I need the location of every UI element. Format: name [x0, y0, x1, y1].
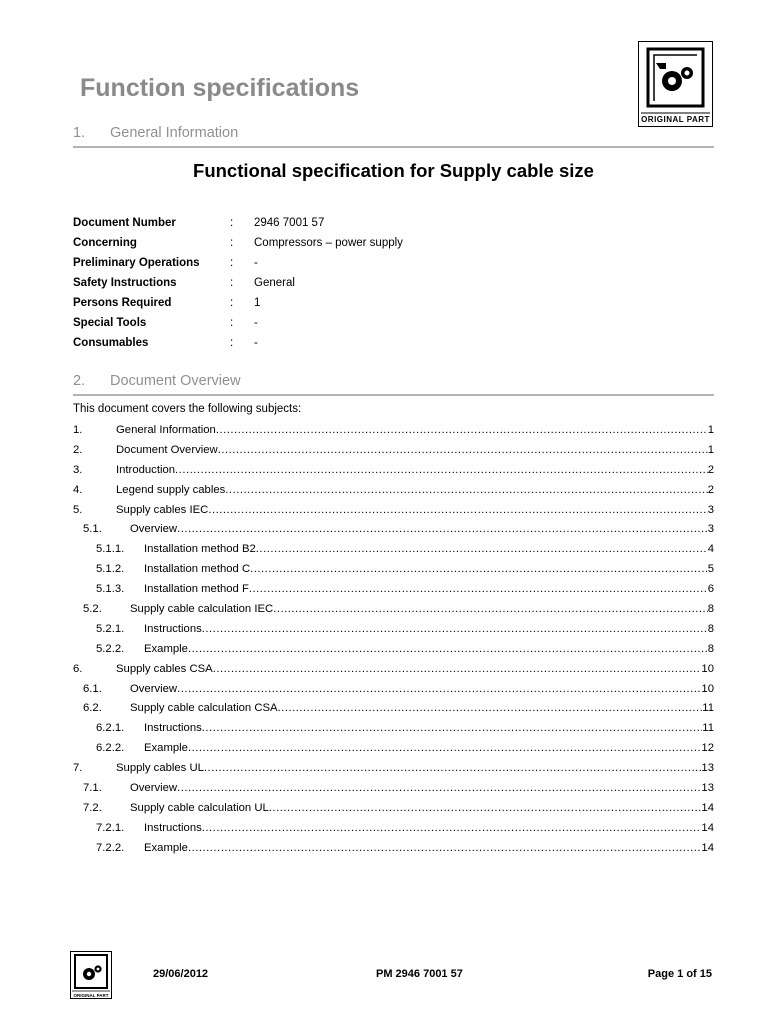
toc-dot-leader: [250, 560, 708, 580]
toc-entry-title: Overview: [130, 523, 178, 536]
metadata-key: Safety Instructions: [73, 277, 177, 289]
metadata-row: [73, 313, 714, 333]
toc-entry-title: Installation method B2: [144, 543, 256, 556]
toc-entry-title: Legend supply cables: [116, 483, 226, 496]
metadata-value: 2946 7001 57: [254, 217, 325, 229]
toc-entry-page: 14: [701, 841, 714, 854]
toc-entry-number: 5.2.: [83, 603, 102, 616]
toc-dot-leader: [208, 501, 707, 521]
toc-entry-page: 13: [701, 762, 714, 775]
toc-entry[interactable]: [73, 560, 714, 580]
toc-entry[interactable]: [73, 600, 714, 620]
section-title: Document Overview: [110, 373, 241, 389]
toc-entry-title: Introduction: [116, 463, 176, 476]
toc-entry-number: 5.2.1.: [96, 622, 125, 635]
toc-entry-page: 2: [707, 463, 714, 476]
toc-dot-leader: [204, 759, 702, 779]
toc-entry[interactable]: [73, 441, 714, 461]
page-title: Function specifications: [80, 74, 360, 102]
metadata-key: Special Tools: [73, 317, 147, 329]
metadata-row: [73, 273, 714, 293]
document-title: Functional specification for Supply cable size: [193, 160, 594, 181]
toc-entry-number: 6.2.: [83, 702, 102, 715]
toc-entry-number: 6.2.1.: [96, 722, 125, 735]
toc-entry-page: 13: [701, 782, 714, 795]
toc-dot-leader: [202, 719, 703, 739]
toc-entry-page: 12: [701, 742, 714, 755]
metadata-separator: :: [230, 257, 234, 269]
toc-dot-leader: [177, 680, 701, 700]
toc-entry-title: Instructions: [144, 622, 202, 635]
toc-entry-number: 2.: [73, 443, 83, 456]
toc-entry[interactable]: [73, 520, 714, 540]
toc-entry-number: 7.2.2.: [96, 841, 125, 854]
toc-dot-leader: [175, 461, 708, 481]
metadata-key: Persons Required: [73, 297, 172, 309]
footer-date: 29/06/2012: [153, 968, 209, 980]
toc-entry-page: 10: [701, 662, 714, 675]
logo-text: ORIGINAL PART: [73, 993, 109, 998]
toc-entry-title: Instructions: [144, 722, 202, 735]
metadata-separator: :: [230, 277, 234, 289]
toc-entry[interactable]: [73, 421, 714, 441]
toc-entry-page: 4: [707, 543, 714, 556]
toc-entry[interactable]: [73, 699, 714, 719]
toc-dot-leader: [188, 839, 701, 859]
toc-entry[interactable]: [73, 620, 714, 640]
toc-entry-number: 7.2.: [83, 801, 102, 814]
toc-entry-title: Overview: [130, 782, 178, 795]
toc-entry-title: General Information: [116, 424, 216, 436]
metadata-row: [73, 293, 714, 313]
footer-document-reference: PM 2946 7001 57: [376, 968, 463, 980]
toc-entry-title: Supply cable calculation CSA: [130, 702, 278, 715]
toc-entry-title: Supply cables CSA: [116, 662, 213, 675]
toc-entry[interactable]: [73, 680, 714, 700]
metadata-row: [73, 213, 714, 233]
toc-entry-page: 3: [707, 503, 714, 516]
toc-entry[interactable]: [73, 660, 714, 680]
toc-entry[interactable]: [73, 819, 714, 839]
toc-entry-title: Supply cables UL: [116, 762, 204, 775]
toc-entry-page: 14: [701, 821, 714, 834]
section-number: 1.: [73, 125, 86, 141]
toc-entry-number: 5.1.3.: [96, 583, 125, 596]
metadata-key: Document Number: [73, 217, 176, 229]
toc-entry-number: 5.2.2.: [96, 642, 125, 655]
toc-entry-title: Supply cable calculation IEC: [130, 603, 274, 616]
toc-entry-page: 1: [707, 443, 714, 456]
toc-entry-number: 7.2.1.: [96, 821, 125, 834]
original-part-logo-small: [70, 951, 112, 999]
metadata-value: Compressors – power supply: [254, 237, 403, 249]
section-divider: [73, 394, 714, 396]
metadata-row: [73, 333, 714, 353]
toc-entry-number: 7.: [73, 762, 83, 775]
logo-text: ORIGINAL PART: [641, 115, 710, 124]
footer-page-number: Page 1 of 15: [647, 968, 712, 980]
toc-dot-leader: [202, 819, 702, 839]
toc-entry-number: 5.1.: [83, 523, 102, 536]
metadata-value: 1: [254, 297, 261, 309]
metadata-key: Concerning: [73, 237, 137, 249]
toc-entry-number: 5.1.1.: [96, 543, 125, 556]
section-heading-document-overview: [73, 373, 241, 389]
toc-entry-title: Installation method F: [144, 583, 249, 596]
metadata-key: Consumables: [73, 337, 149, 349]
toc-entry-page: 11: [702, 702, 714, 715]
original-part-logo: [638, 41, 713, 127]
toc-entry-number: 3.: [73, 463, 83, 476]
toc-dot-leader: [249, 580, 708, 600]
toc-entry-page: 3: [707, 523, 714, 536]
toc-entry-title: Supply cable calculation UL: [130, 801, 269, 814]
toc-dot-leader: [218, 441, 708, 461]
table-of-contents: [73, 421, 714, 859]
metadata-value: -: [254, 337, 258, 349]
toc-dot-leader: [188, 640, 708, 660]
toc-entry[interactable]: [73, 759, 714, 779]
section-heading-general-information: [73, 125, 238, 141]
toc-entry-number: 7.1.: [83, 782, 102, 795]
metadata-value: -: [254, 257, 258, 269]
toc-dot-leader: [256, 540, 708, 560]
toc-dot-leader: [269, 799, 702, 819]
toc-dot-leader: [202, 620, 708, 640]
metadata-row: [73, 253, 714, 273]
toc-entry-title: Example: [144, 642, 188, 655]
metadata-separator: :: [230, 317, 234, 329]
toc-entry-page: 8: [707, 603, 714, 616]
metadata-separator: :: [230, 217, 234, 229]
toc-entry[interactable]: [73, 739, 714, 759]
toc-entry[interactable]: [73, 501, 714, 521]
overview-intro-text: This document covers the following subjects:: [73, 403, 302, 415]
toc-entry-number: 6.: [73, 662, 83, 675]
toc-entry-number: 1.: [73, 424, 83, 436]
metadata-separator: :: [230, 237, 234, 249]
toc-entry-number: 5.: [73, 503, 83, 516]
metadata-value: -: [254, 317, 258, 329]
toc-entry-page: 14: [701, 801, 714, 814]
toc-entry-page: 6: [707, 583, 714, 596]
toc-entry[interactable]: [73, 580, 714, 600]
toc-entry-title: Overview: [130, 682, 178, 695]
metadata-separator: :: [230, 297, 234, 309]
toc-entry[interactable]: [73, 799, 714, 819]
toc-entry-title: Supply cables IEC: [116, 503, 209, 516]
metadata-separator: :: [230, 337, 234, 349]
toc-entry-page: 8: [707, 642, 714, 655]
toc-dot-leader: [213, 660, 702, 680]
toc-dot-leader: [188, 739, 701, 759]
toc-entry[interactable]: [73, 779, 714, 799]
toc-entry-title: Document Overview: [116, 443, 218, 456]
toc-entry-number: 6.2.2.: [96, 742, 125, 755]
toc-entry-page: 11: [702, 722, 714, 735]
toc-dot-leader: [177, 520, 708, 540]
metadata-row: [73, 233, 714, 253]
toc-entry-number: 5.1.2.: [96, 563, 125, 576]
toc-entry-title: Instructions: [144, 821, 202, 834]
toc-entry-title: Example: [144, 841, 188, 854]
toc-entry-page: 8: [707, 622, 714, 635]
toc-entry-page: 10: [701, 682, 714, 695]
toc-entry[interactable]: [73, 839, 714, 859]
section-title: General Information: [110, 125, 239, 141]
toc-dot-leader: [177, 779, 701, 799]
toc-entry-page: 2: [707, 483, 714, 496]
metadata-key: Preliminary Operations: [73, 257, 200, 269]
toc-entry[interactable]: [73, 481, 714, 501]
toc-dot-leader: [225, 481, 707, 501]
toc-entry-title: Installation method C: [144, 563, 251, 576]
toc-entry-page: 5: [707, 563, 714, 576]
section-divider: [73, 146, 714, 148]
toc-entry-number: 6.1.: [83, 682, 102, 695]
toc-entry[interactable]: [73, 640, 714, 660]
document-metadata: [73, 213, 714, 353]
section-number: 2.: [73, 373, 86, 389]
toc-entry-title: Example: [144, 742, 188, 755]
toc-dot-leader: [216, 421, 708, 441]
toc-dot-leader: [278, 699, 703, 719]
toc-entry[interactable]: [73, 540, 714, 560]
toc-entry-number: 4.: [73, 483, 83, 496]
metadata-value: General: [254, 277, 295, 289]
toc-dot-leader: [273, 600, 708, 620]
toc-entry-page: 1: [707, 424, 714, 436]
toc-entry[interactable]: [73, 719, 714, 739]
toc-entry[interactable]: [73, 461, 714, 481]
